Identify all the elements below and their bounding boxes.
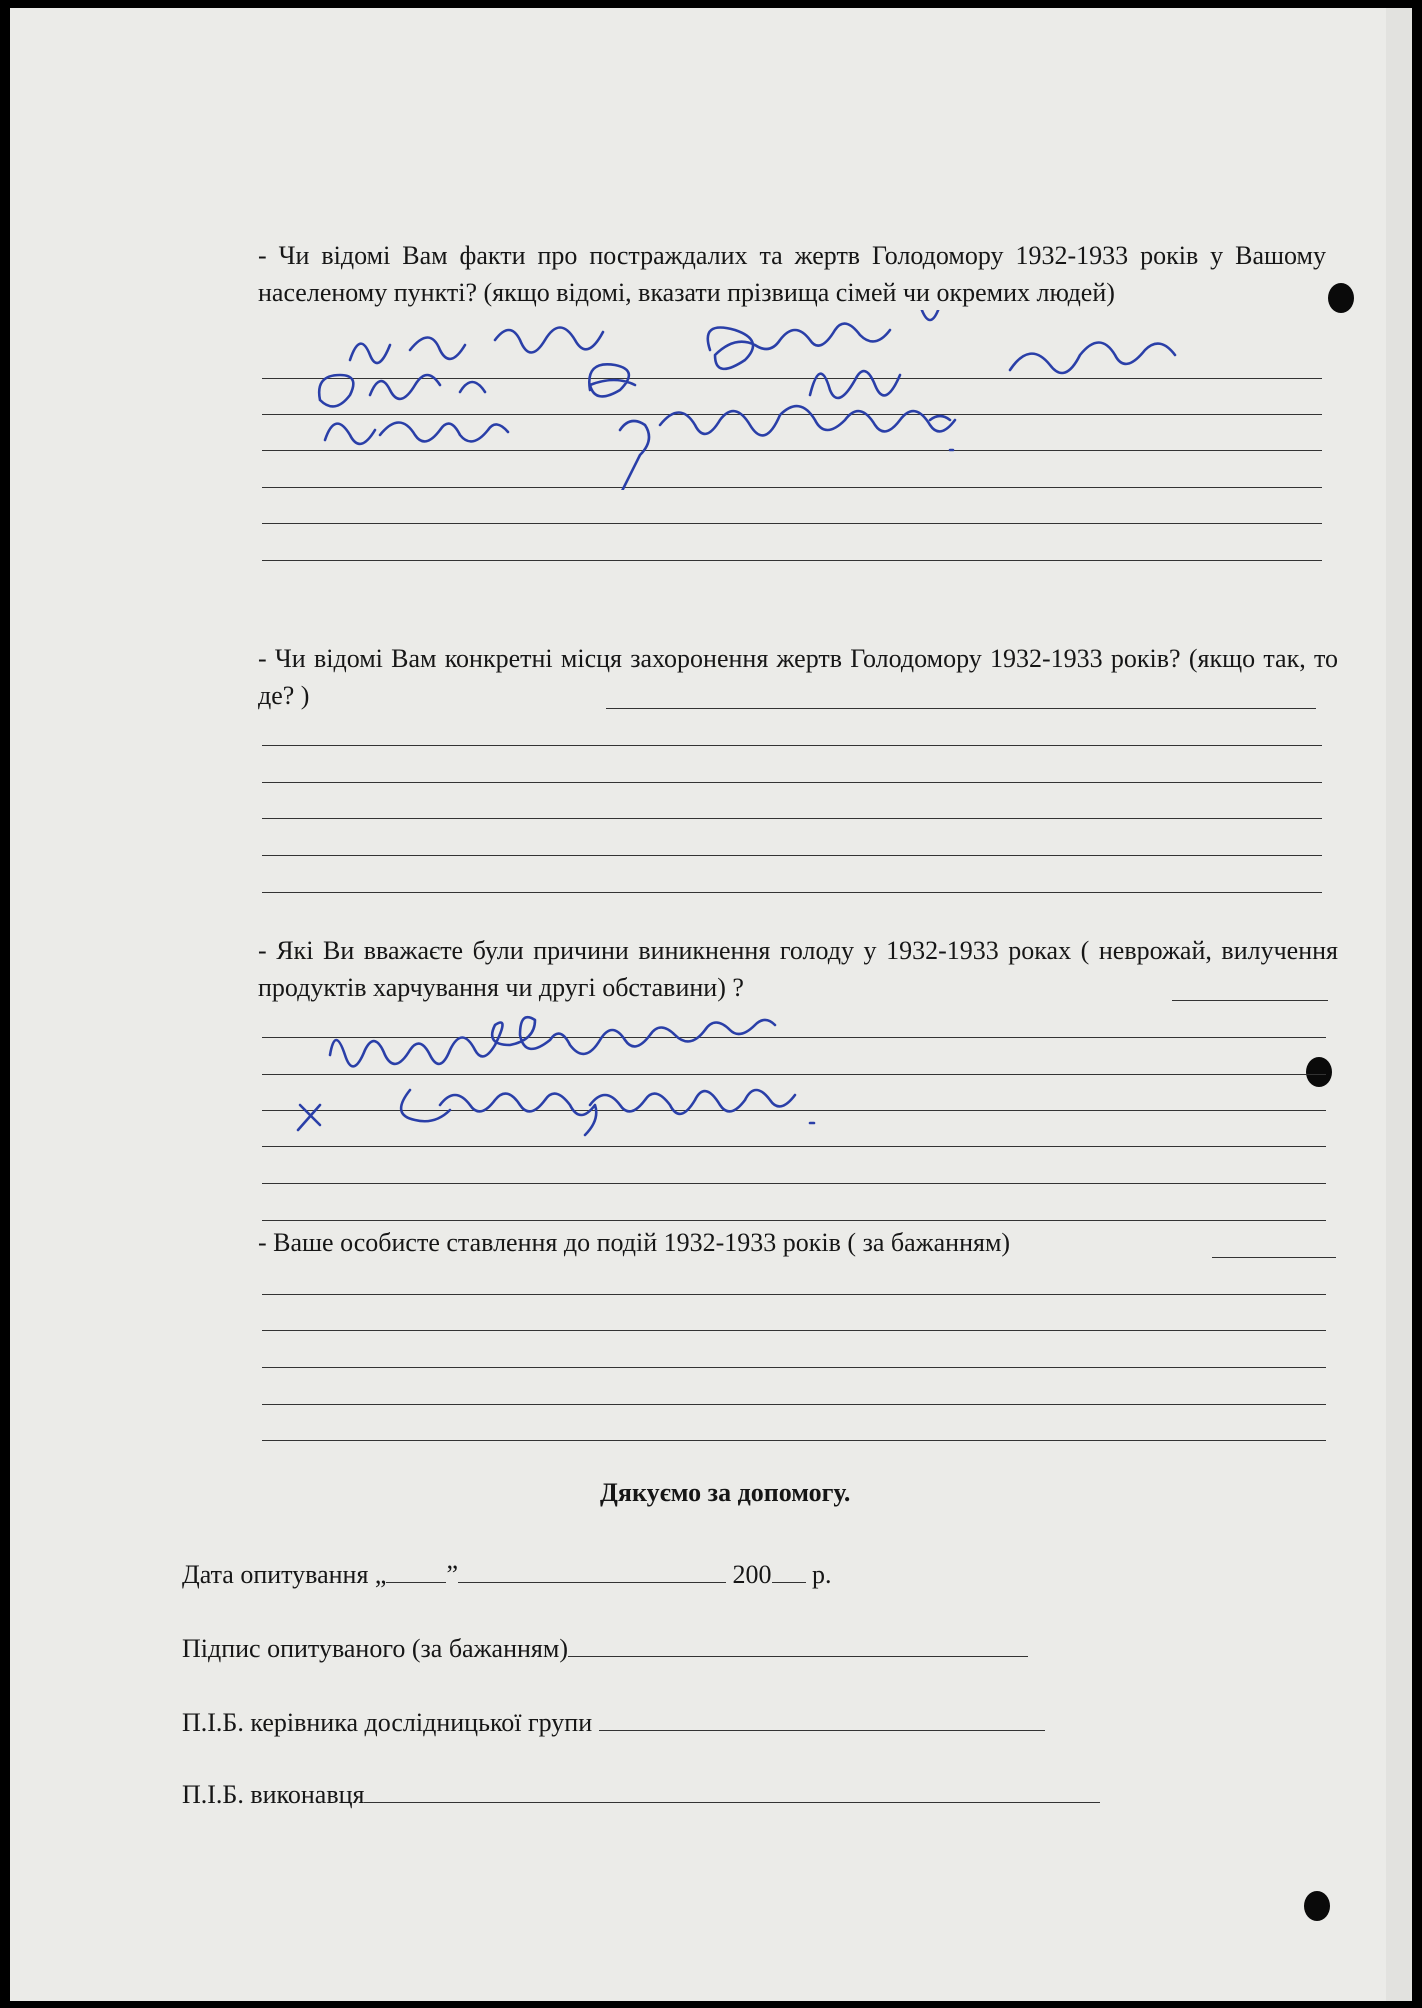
signature-field[interactable] xyxy=(568,1630,1028,1657)
date-year-prefix: 200 xyxy=(732,1560,772,1589)
date-quote: ” xyxy=(446,1560,459,1589)
date-month-field[interactable] xyxy=(458,1556,726,1583)
answer-line xyxy=(262,818,1322,819)
answer-line xyxy=(262,1330,1326,1331)
date-year-field[interactable] xyxy=(772,1556,806,1583)
date-day-field[interactable] xyxy=(386,1556,446,1583)
answer-line xyxy=(1172,1000,1328,1001)
signature-row xyxy=(182,1630,1028,1666)
answer-line xyxy=(262,1146,1326,1147)
answer-line xyxy=(262,560,1322,561)
answer-line xyxy=(262,1294,1326,1295)
answer-line xyxy=(606,708,1316,709)
answer-line xyxy=(262,414,1322,415)
question-2: - Чи відомі Вам конкретні місця захоронення жертв Голодомору 1932-1933 років? (якщо так, то де? ) xyxy=(258,644,1338,710)
punch-hole-bottom xyxy=(1304,1891,1330,1921)
date-label: Дата опитування „ xyxy=(182,1560,387,1589)
answer-line xyxy=(262,523,1322,524)
punch-hole-middle xyxy=(1306,1057,1332,1087)
leader-label: П.І.Б. керівника дослідницької групи xyxy=(182,1708,593,1737)
executor-field[interactable] xyxy=(364,1776,1100,1803)
question-4: - Ваше особисте ставлення до подій 1932-1933 років ( за бажанням) xyxy=(258,1228,1011,1257)
executor-label: П.І.Б. виконавця xyxy=(182,1780,365,1809)
signature-label: Підпис опитуваного (за бажанням) xyxy=(182,1634,568,1663)
survey-date-row xyxy=(182,1556,832,1592)
answer-line xyxy=(262,1110,1326,1111)
answer-line xyxy=(262,378,1322,379)
answer-line xyxy=(262,1440,1326,1441)
answer-line xyxy=(262,1404,1326,1405)
answer-line xyxy=(262,1367,1326,1368)
question-3: - Які Ви вважаєте були причини виникнення голоду у 1932-1933 роках ( неврожай, вилучення продуктів харчування чи другі обставини) ? xyxy=(258,936,1338,1002)
leader-field[interactable] xyxy=(599,1704,1045,1731)
question-1: - Чи відомі Вам факти про постраждалих та жертв Голодомору 1932-1933 років у Вашому населеному пункті? (якщо відомі, вказати прізвища сімей чи окремих людей) xyxy=(258,241,1326,307)
answer-line xyxy=(262,1074,1326,1075)
answer-line xyxy=(262,892,1322,893)
thanks-heading: Дякуємо за допомогу. xyxy=(600,1478,851,1507)
executor-row xyxy=(182,1776,1100,1812)
answer-line xyxy=(262,855,1322,856)
leader-row xyxy=(182,1704,1045,1740)
answer-line xyxy=(262,1037,1326,1038)
answer-line xyxy=(262,1220,1326,1221)
answer-line xyxy=(262,782,1322,783)
date-suffix: р. xyxy=(812,1560,832,1589)
paper-right-edge xyxy=(1386,8,1412,2001)
answer-line xyxy=(262,745,1322,746)
punch-hole-top xyxy=(1328,283,1354,313)
answer-line xyxy=(262,487,1322,488)
answer-line xyxy=(262,450,1322,451)
answer-line xyxy=(1212,1257,1336,1258)
answer-line xyxy=(262,1183,1326,1184)
